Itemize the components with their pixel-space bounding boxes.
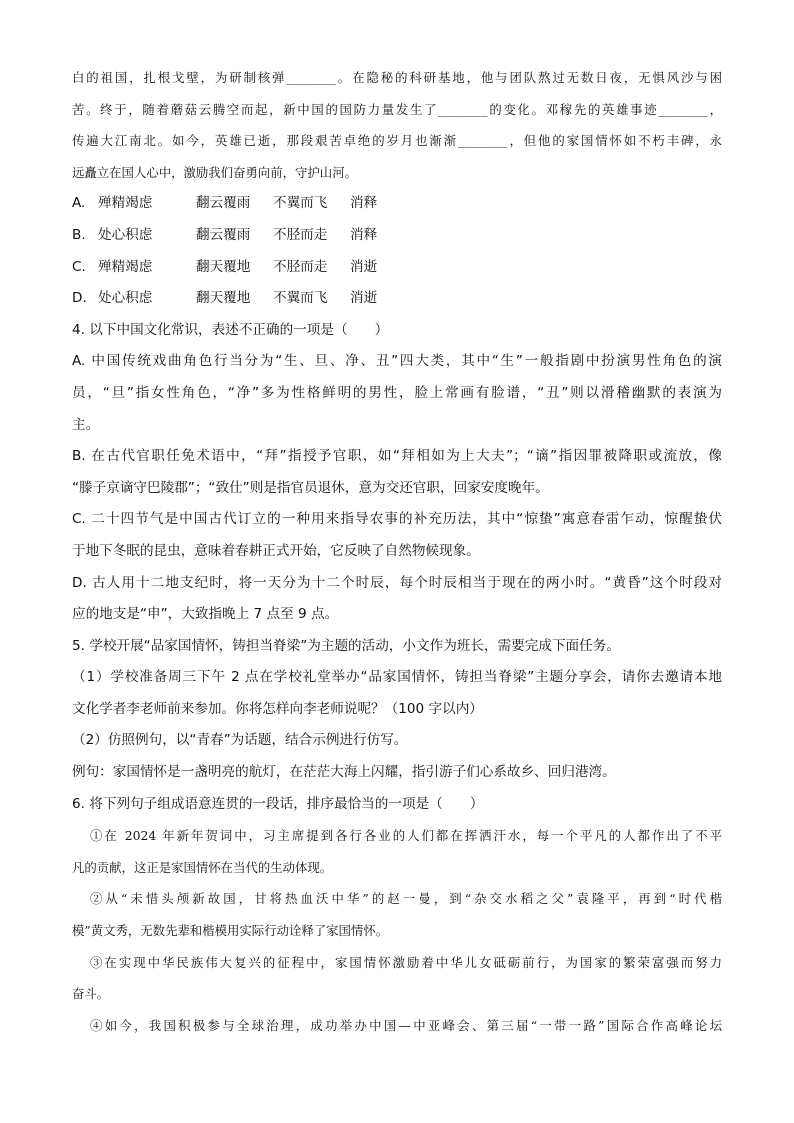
q4-option-b-line: “滕子京谪守巴陵郡”；“致仕”则是指官员退休，意为交还官职，回家安度晚年。	[72, 479, 549, 496]
option-tag: A.	[72, 195, 86, 212]
q6-sentence-1-line: 凡的贡献，这正是家国情怀在当代的生动体现。	[72, 859, 333, 875]
q5-sub1-line: 文化学者李老师前来参加。你将怎样向李老师说呢？（100 字以内）	[72, 700, 483, 717]
q5-sub2: （2）仿照例句，以“青春”为话题，结合示例进行仿写。	[72, 732, 408, 749]
q4-option-b-line: B. 在古代官职任免术语中，“拜”指授予官职，如“拜相如为上大夫”；“谪”指因罪被降职或流放，像	[72, 448, 722, 465]
option-word: 翻云覆雨	[196, 226, 251, 243]
passage-line: 远矗立在国人心中，激励我们奋勇向前，守护山河。	[72, 164, 357, 180]
q4-option-a-line: 员，“旦”指女性角色，“净”多为性格鲜明的男性，脸上常画有脸谱，“丑”则以滑稽幽默的表演为	[72, 384, 722, 401]
q4-option-d-line: 应的地支是“申”，大致指晚上 7 点至 9 点。	[72, 606, 339, 623]
option-d	[72, 283, 722, 315]
option-word: 消逝	[350, 258, 378, 275]
q3-options	[72, 188, 722, 314]
q6-sentence-2-line: ②从“未惜头颅新故国，甘将热血沃中华”的赵一曼，到“杂交水稻之父”袁隆平，再到“时代楷	[90, 891, 722, 907]
option-word: 不翼而飞	[273, 195, 328, 212]
option-tag: C.	[72, 258, 86, 275]
option-a	[72, 188, 722, 220]
option-word: 翻天覆地	[196, 258, 251, 275]
option-tag: B.	[72, 226, 86, 243]
q6-sentence-3-line: 奋斗。	[72, 986, 110, 1002]
question-4	[72, 315, 722, 631]
option-word: 殚精竭虑	[98, 258, 153, 275]
question-stem: 4. 以下中国文化常识，表述不正确的一项是（ ）	[72, 321, 389, 338]
q4-option-d-line: D. 古人用十二地支纪时，将一天分为十二个时辰，每个时辰相当于现在的两小时。“黄昏”这个时段对	[72, 574, 722, 591]
passage	[72, 62, 722, 188]
passage-line: 苦。终于，随着蘑菇云腾空而起，新中国的国防力量发生了________的变化。邓稼先的英雄事迹________，	[72, 101, 722, 117]
option-word: 不胫而走	[273, 258, 328, 275]
option-c	[72, 252, 722, 284]
option-word: 翻云覆雨	[196, 195, 251, 212]
option-word: 翻天覆地	[196, 290, 251, 307]
option-word: 消释	[350, 195, 378, 212]
passage-line: 白的祖国，扎根戈壁，为研制核弹________。在隐秘的科研基地，他与团队熬过无数日夜，无惧风沙与困	[72, 70, 722, 85]
option-word: 殚精竭虑	[98, 195, 153, 212]
q5-example: 例句：家国情怀是一盏明亮的航灯，在茫茫大海上闪耀，指引游子们心系故乡、回归港湾。	[72, 764, 616, 781]
option-word: 处心积虑	[98, 290, 153, 307]
option-word: 消逝	[350, 290, 378, 307]
q4-option-c-line: C. 二十四节气是中国古代订立的一种用来指导农事的补充历法，其中“惊蛰”寓意春雷乍动，惊醒蛰伏	[72, 511, 722, 528]
option-word: 不翼而飞	[273, 290, 328, 307]
q4-option-c-line: 于地下冬眠的昆虫，意味着春耕正式开始，它反映了自然物候现象。	[72, 542, 480, 559]
exam-page	[72, 62, 722, 1041]
option-word: 处心积虑	[98, 226, 153, 243]
option-tag: D.	[72, 290, 87, 307]
q6-sentence-2-line: 模”黄文秀，无数先辈和楷模用实际行动诠释了家国情怀。	[72, 923, 389, 939]
q4-option-a-line: A. 中国传统戏曲角色行当分为“生、旦、净、丑”四大类，其中“生”一般指剧中扮演男性角色的演	[72, 353, 722, 370]
question-6	[72, 789, 722, 1042]
option-word: 不胫而走	[273, 226, 328, 243]
q6-sentence-3-line: ③在实现中华民族伟大复兴的征程中，家国情怀激励着中华儿女砥砺前行，为国家的繁荣富强而努力	[90, 954, 722, 970]
q6-sentence-1-line: ①在 2024 年新年贺词中，习主席提到各行各业的人们都在挥洒汗水，每一个平凡的人都作出了不平	[90, 828, 722, 844]
question-stem: 5. 学校开展“品家国情怀，铸担当脊梁”为主题的活动，小文作为班长，需要完成下面任务。	[72, 637, 620, 654]
option-b	[72, 220, 722, 252]
q5-sub1-line: （1）学校准备周三下午 2 点在学校礼堂举办“品家国情怀，铸担当脊梁”主题分享会，请你去邀请本地	[72, 669, 722, 686]
question-stem: 6. 将下列句子组成语意连贯的一段话，排序最恰当的一项是（ ）	[72, 795, 484, 812]
question-5	[72, 631, 722, 789]
option-word: 消释	[350, 226, 378, 243]
q6-sentence-4-line: ④如今，我国积极参与全球治理，成功举办中国—中亚峰会、第三届“一带一路”国际合作高峰论坛	[90, 1017, 722, 1033]
passage-line: 传遍大江南北。如今，英雄已逝，那段艰苦卓绝的岁月也渐渐________，但他的家国情怀如不朽丰碑，永	[72, 133, 722, 149]
q4-option-a-line: 主。	[72, 416, 100, 433]
